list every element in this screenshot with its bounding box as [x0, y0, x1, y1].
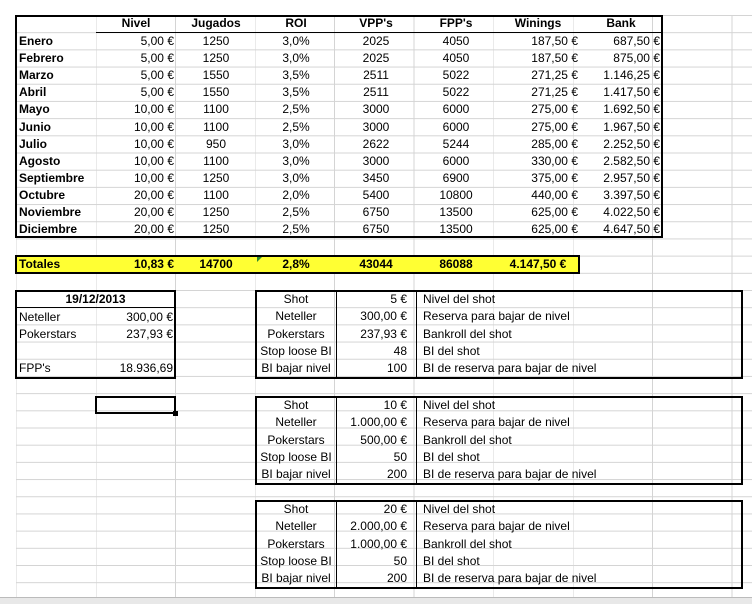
cell-nivel: 5,00 €	[140, 68, 174, 83]
shot-value: 300,00 €	[360, 309, 407, 324]
cell-fpp: 13500	[439, 222, 473, 237]
balance-pokerstars-value: 237,93 €	[126, 327, 173, 341]
cell-roi: 2,5%	[282, 119, 310, 134]
cell-roi: 2,5%	[282, 222, 310, 237]
balance-pokerstars-label: Pokerstars	[19, 327, 77, 341]
header-jugados: Jugados	[191, 16, 241, 30]
shot-label: Pokerstars	[267, 432, 325, 447]
cell-mes: Septiembre	[19, 170, 85, 185]
totals-fpp: 86088	[439, 257, 473, 271]
shot-value: 500,00 €	[360, 432, 407, 447]
header-winings: Winings	[514, 16, 562, 30]
totals-vpp: 43044	[359, 257, 393, 271]
shot-label: Neteller	[275, 309, 317, 324]
cell-fpp: 4050	[442, 34, 470, 48]
cell-fpp: 6000	[442, 119, 470, 134]
cell-roi: 3,5%	[282, 68, 310, 83]
cell-bank: 2.582,50 €	[603, 153, 660, 168]
cell-mes: Agosto	[19, 153, 61, 168]
balance-neteller-label: Neteller	[19, 310, 61, 324]
shot-label: BI bajar nivel	[261, 467, 331, 482]
cell-fpp: 6900	[442, 170, 470, 185]
cell-jugados: 1100	[203, 102, 229, 117]
cell-win: 271,25 €	[531, 85, 578, 100]
shot-desc: Nivel del shot	[423, 502, 496, 516]
shot-desc: Bankroll del shot	[423, 536, 512, 551]
balance-fpp-value: 18.936,69	[119, 361, 173, 375]
totals-roi: 2,8%	[282, 257, 310, 271]
cell-win: 285,00 €	[531, 136, 578, 151]
cell-win: 187,50 €	[531, 51, 578, 66]
shot-value: 20 €	[383, 502, 407, 516]
cell-mes: Octubre	[19, 187, 66, 202]
cell-mes: Abril	[19, 85, 47, 100]
cell-bank: 1.417,50 €	[603, 85, 660, 100]
shot-desc: BI del shot	[423, 343, 480, 358]
shot-label: Shot	[283, 502, 309, 516]
cell-jugados: 1550	[202, 68, 230, 83]
shot-value: 50	[393, 449, 407, 464]
cell-fpp: 13500	[439, 205, 473, 219]
cell-jugados: 1100	[203, 187, 229, 202]
cell-vpp: 2025	[362, 51, 390, 66]
cell-jugados: 1250	[202, 51, 230, 66]
cell-mes: Julio	[19, 136, 48, 151]
cell-roi: 3,0%	[282, 170, 310, 185]
cell-win: 275,00 €	[531, 119, 578, 134]
cell-nivel: 10,00 €	[133, 136, 174, 151]
header-fpp: FPP's	[439, 16, 473, 30]
cell-mes: Junio	[19, 119, 51, 134]
cell-roi: 3,0%	[282, 153, 310, 168]
cell-win: 625,00 €	[531, 205, 578, 219]
shot-label: Stop loose BI	[260, 343, 332, 358]
shot-desc: BI de reserva para bajar de nivel	[423, 467, 597, 482]
cell-win: 440,00 €	[531, 187, 578, 202]
cell-bank: 4.647,50 €	[603, 222, 660, 237]
cell-mes: Mayo	[19, 102, 50, 117]
cell-mes: Enero	[19, 34, 54, 48]
cell-nivel: 20,00 €	[133, 205, 174, 219]
cell-nivel: 10,00 €	[133, 153, 174, 168]
shot-label: BI bajar nivel	[261, 361, 331, 376]
cell-win: 275,00 €	[531, 102, 578, 117]
cell-vpp: 6750	[362, 222, 390, 237]
cell-vpp: 2622	[362, 136, 390, 151]
shot-value: 2.000,00 €	[350, 519, 407, 534]
cell-mes: Noviembre	[19, 205, 82, 219]
shot-desc: BI del shot	[423, 449, 480, 464]
shot-label: Pokerstars	[267, 326, 325, 341]
cell-bank: 2.252,50 €	[603, 136, 660, 151]
totals-jugados: 14700	[199, 257, 233, 271]
header-roi: ROI	[285, 16, 307, 30]
cell-vpp: 3450	[362, 170, 390, 185]
shot-box-divider	[416, 291, 417, 378]
shot-label: Neteller	[275, 415, 317, 430]
shot-label: BI bajar nivel	[261, 571, 331, 586]
cell-mes: Marzo	[19, 68, 54, 83]
balance-neteller-value: 300,00 €	[126, 310, 173, 324]
cell-bank: 3.397,50 €	[603, 187, 660, 202]
cell-bank: 1.146,25 €	[603, 68, 660, 83]
shot-desc: Bankroll del shot	[423, 326, 512, 341]
cell-fpp: 10800	[439, 187, 473, 202]
cell-roi: 3,0%	[282, 51, 310, 66]
cell-fpp: 5022	[442, 85, 470, 100]
cell-jugados: 1100	[203, 153, 229, 168]
cell-jugados: 1550	[202, 85, 230, 100]
totals-label: Totales	[19, 257, 61, 271]
cell-bank: 875,00 €	[613, 51, 660, 66]
shot-label: Shot	[283, 398, 309, 412]
shot-value: 10 €	[383, 398, 407, 412]
cell-vpp: 2511	[363, 85, 389, 100]
shot-value: 1.000,00 €	[350, 415, 407, 430]
shot-label: Stop loose BI	[260, 553, 332, 568]
shot-value: 5 €	[390, 292, 407, 306]
shot-box-divider	[416, 501, 417, 588]
cell-nivel: 5,00 €	[140, 51, 174, 66]
shot-desc: Nivel del shot	[423, 398, 496, 412]
cell-nivel: 5,00 €	[140, 34, 174, 48]
shot-desc: Reserva para bajar de nivel	[423, 309, 570, 324]
shot-value: 237,93 €	[360, 326, 407, 341]
cell-fpp: 4050	[442, 51, 470, 66]
shot-label: Pokerstars	[267, 536, 325, 551]
shot-value: 50	[393, 553, 407, 568]
cell-fpp: 6000	[442, 153, 470, 168]
shot-desc: BI de reserva para bajar de nivel	[423, 361, 597, 376]
cell-roi: 3,0%	[282, 34, 310, 48]
header-nivel: Nivel	[121, 16, 151, 30]
cell-jugados: 950	[205, 136, 227, 151]
header-bank: Bank	[606, 16, 636, 30]
cell-vpp: 6750	[362, 205, 390, 219]
cell-nivel: 10,00 €	[133, 102, 174, 117]
shot-desc: BI del shot	[423, 553, 480, 568]
shot-box-divider	[416, 397, 417, 484]
cell-win: 271,25 €	[531, 68, 578, 83]
shot-desc: Bankroll del shot	[423, 432, 512, 447]
cell-roi: 3,0%	[282, 136, 310, 151]
cell-mes: Diciembre	[19, 222, 78, 237]
cell-win: 187,50 €	[531, 34, 578, 48]
cell-win: 330,00 €	[531, 153, 578, 168]
cell-jugados: 1250	[202, 34, 230, 48]
cell-fpp: 6000	[442, 102, 470, 117]
cell-bank: 2.957,50 €	[603, 170, 660, 185]
shot-value: 200	[386, 467, 407, 482]
cell-vpp: 3000	[362, 153, 390, 168]
shot-label: Neteller	[275, 519, 317, 534]
cell-vpp: 2025	[362, 34, 390, 48]
shot-value: 1.000,00 €	[350, 536, 407, 551]
cell-roi: 3,5%	[282, 85, 310, 100]
cell-nivel: 10,00 €	[133, 119, 174, 134]
cell-bank: 687,50 €	[613, 34, 660, 48]
shot-desc: BI de reserva para bajar de nivel	[423, 571, 597, 586]
shot-desc: Reserva para bajar de nivel	[423, 415, 570, 430]
shot-label: Stop loose BI	[260, 449, 332, 464]
cell-bank: 1.692,50 €	[603, 102, 660, 117]
header-vpp: VPP's	[359, 16, 393, 30]
cell-nivel: 10,00 €	[133, 170, 174, 185]
selected-cell[interactable]	[95, 396, 176, 414]
cell-jugados: 1250	[202, 205, 230, 219]
cell-fpp: 5244	[442, 136, 470, 151]
totals-nivel: 10,83 €	[133, 257, 174, 271]
shot-label: Shot	[283, 292, 309, 306]
totals-winings: 4.147,50 €	[509, 257, 567, 271]
cell-bank: 4.022,50 €	[603, 205, 660, 219]
cell-vpp: 5400	[362, 187, 390, 202]
cell-win: 625,00 €	[531, 222, 578, 237]
shot-value: 48	[393, 343, 407, 358]
cell-roi: 2,5%	[282, 102, 310, 117]
cell-nivel: 20,00 €	[133, 222, 174, 237]
cell-jugados: 1100	[203, 119, 229, 134]
cell-roi: 2,5%	[282, 205, 310, 219]
balance-date: 19/12/2013	[65, 292, 126, 306]
cell-mes: Febrero	[19, 51, 64, 66]
cell-nivel: 20,00 €	[133, 187, 174, 202]
cell-jugados: 1250	[202, 222, 230, 237]
cell-nivel: 5,00 €	[140, 85, 174, 100]
cell-vpp: 2511	[363, 68, 389, 83]
cell-win: 375,00 €	[531, 170, 578, 185]
balance-fpp-label: FPP's	[19, 361, 51, 375]
shot-value: 100	[386, 361, 407, 376]
cell-bank: 1.967,50 €	[603, 119, 660, 134]
cell-vpp: 3000	[362, 119, 390, 134]
shot-value: 200	[386, 571, 407, 586]
shot-desc: Nivel del shot	[423, 292, 496, 306]
shot-desc: Reserva para bajar de nivel	[423, 519, 570, 534]
cell-fpp: 5022	[442, 68, 470, 83]
cell-jugados: 1250	[202, 170, 230, 185]
cell-vpp: 3000	[362, 102, 390, 117]
cell-roi: 2,0%	[282, 187, 310, 202]
